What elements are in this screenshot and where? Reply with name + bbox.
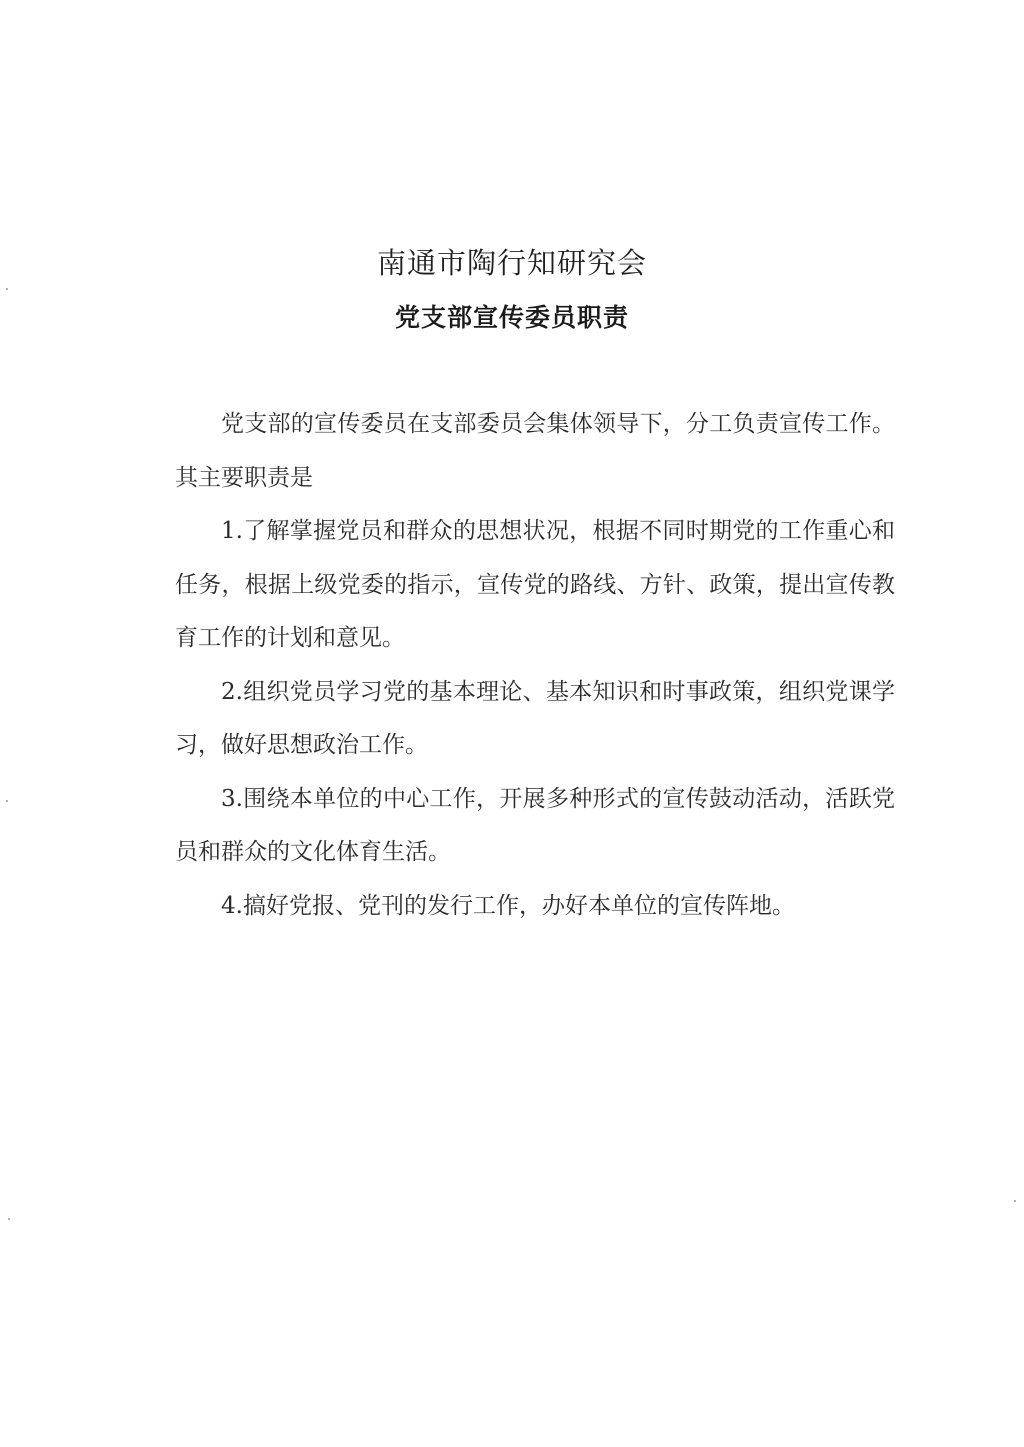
document-subtitle: 党支部宣传委员职责 (394, 303, 629, 332)
scan-speck (1014, 1200, 1016, 1202)
duty-item-4: 4.搞好党报、党刊的发行工作，办好本单位的宣传阵地。 (221, 892, 795, 919)
duty-item-1: 1.了解掌握党员和群众的思想状况，根据不同时期党的工作重心和任务，根据上级党委的指示，宣传党的路线、方针、政策，提出宣传教育工作的计划和意见。 (175, 518, 895, 651)
document-body (175, 398, 895, 933)
document-title: 南通市陶行知研究会 (376, 246, 647, 280)
duty-item-3: 3.围绕本单位的中心工作，开展多种形式的宣传鼓动活动，活跃党员和群众的文化体育生活。 (175, 785, 895, 865)
intro-paragraph: 党支部的宣传委员在支部委员会集体领导下，分工负责宣传工作。其主要职责是 (175, 411, 895, 491)
duty-item-2: 2.组织党员学习党的基本理论、基本知识和时事政策，组织党课学习，做好思想政治工作。 (175, 678, 895, 758)
scan-speck (6, 800, 8, 802)
scan-speck (8, 1218, 10, 1220)
scan-speck (6, 288, 8, 290)
